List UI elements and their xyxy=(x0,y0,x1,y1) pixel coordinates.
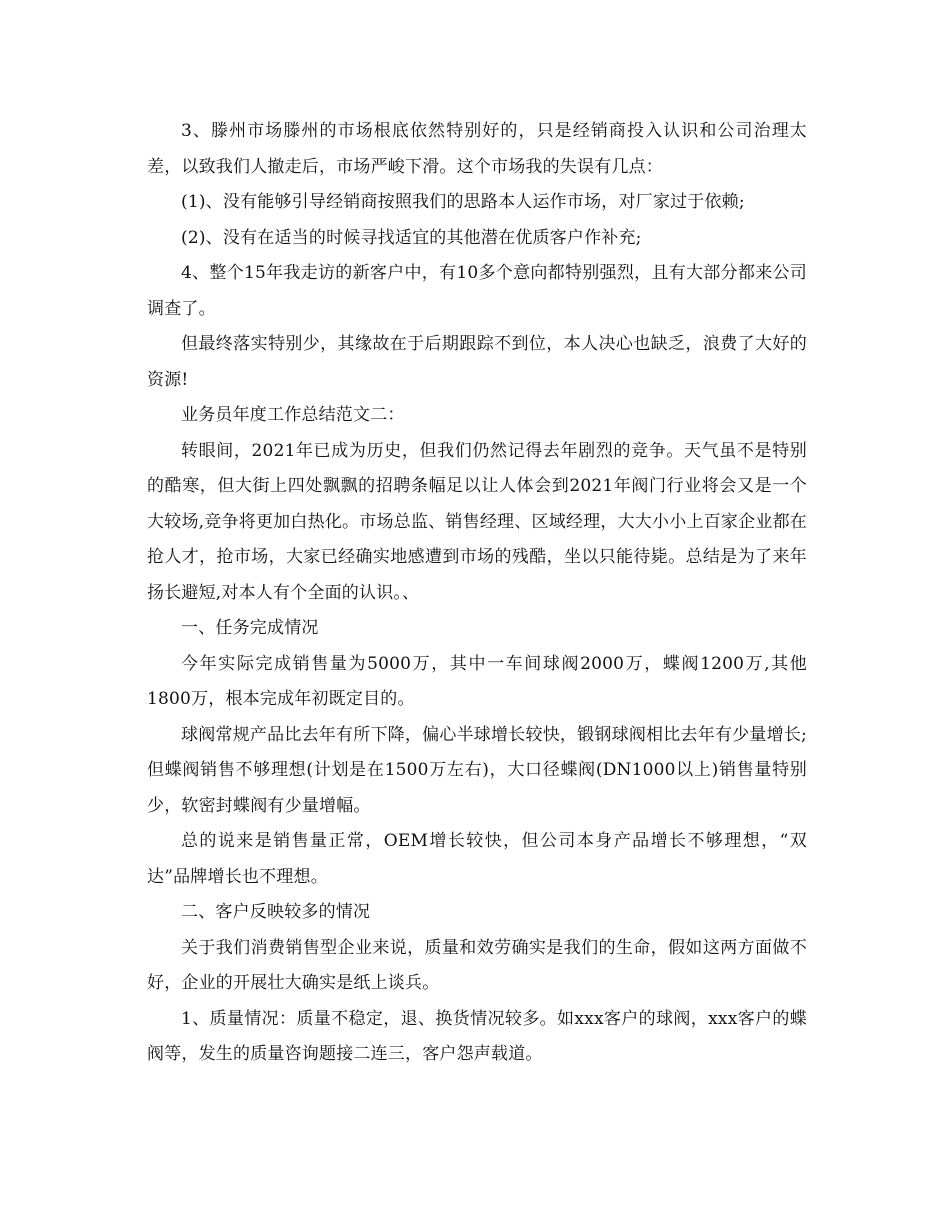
paragraph: 4、整个15年我走访的新客户中，有10多个意向都特别强烈，且有大部分都来公司调查了。 xyxy=(147,263,807,319)
section-heading: 业务员年度工作总结范文二： xyxy=(181,405,405,425)
paragraph: 1、质量情况：质量不稳定，退、换货情况较多。如xxx客户的球阀，xxx客户的蝶阀等，发生的质量咨询题接二连三，客户怨声载道。 xyxy=(147,1008,807,1064)
paragraph: 关于我们消费销售型企业来说，质量和效劳确实是我们的生命，假如这两方面做不好，企业的开展壮大确实是纸上谈兵。 xyxy=(147,937,807,993)
paragraph: 3、滕州市场滕州的市场根底依然特别好的，只是经销商投入认识和公司治理太差，以致我们人撤走后，市场严峻下滑。这个市场我的失误有几点： xyxy=(147,121,807,177)
paragraph: 但最终落实特别少，其缘故在于后期跟踪不到位，本人决心也缺乏，浪费了大好的资源! xyxy=(147,334,807,390)
paragraph: 总的说来是销售量正常，OEM增长较快，但公司本身产品增长不够理想，“双达”品牌增长也不理想。 xyxy=(147,831,807,887)
paragraph: 球阀常规产品比去年有所下降，偏心半球增长较快，锻钢球阀相比去年有少量增长;但蝶阀销售不够理想(计划是在1500万左右)，大口径蝶阀(DN1000以上)销售量特别少，软密封蝶阀有少量增幅。 xyxy=(147,724,807,816)
section-heading: 二、客户反映较多的情况 xyxy=(181,902,371,922)
paragraph: 转眼间，2021年已成为历史，但我们仍然记得去年剧烈的竞争。天气虽不是特别的酷寒，但大街上四处飘飘的招聘条幅足以让人体会到2021年阀门行业将会又是一个大较场,竞争将更加白热化。市场总监、销售经理、区域经理，大大小小上百家企业都在抢人才，抢市场，大家已经确实地感遭到市场的残酷，坐以只能待毙。总结是为了来年扬长避短,对本人有个全面的认识。、 xyxy=(147,440,807,603)
document-body xyxy=(147,114,807,1073)
paragraph: (2)、没有在适当的时候寻找适宜的其他潜在优质客户作补充; xyxy=(181,227,642,248)
paragraph: 今年实际完成销售量为5000万，其中一车间球阀2000万，蝶阀1200万,其他1800万，根本完成年初既定目的。 xyxy=(147,653,807,709)
section-heading: 一、任务完成情况 xyxy=(181,618,319,638)
paragraph: (1)、没有能够引导经销商按照我们的思路本人运作市场，对厂家过于依赖; xyxy=(181,192,745,212)
